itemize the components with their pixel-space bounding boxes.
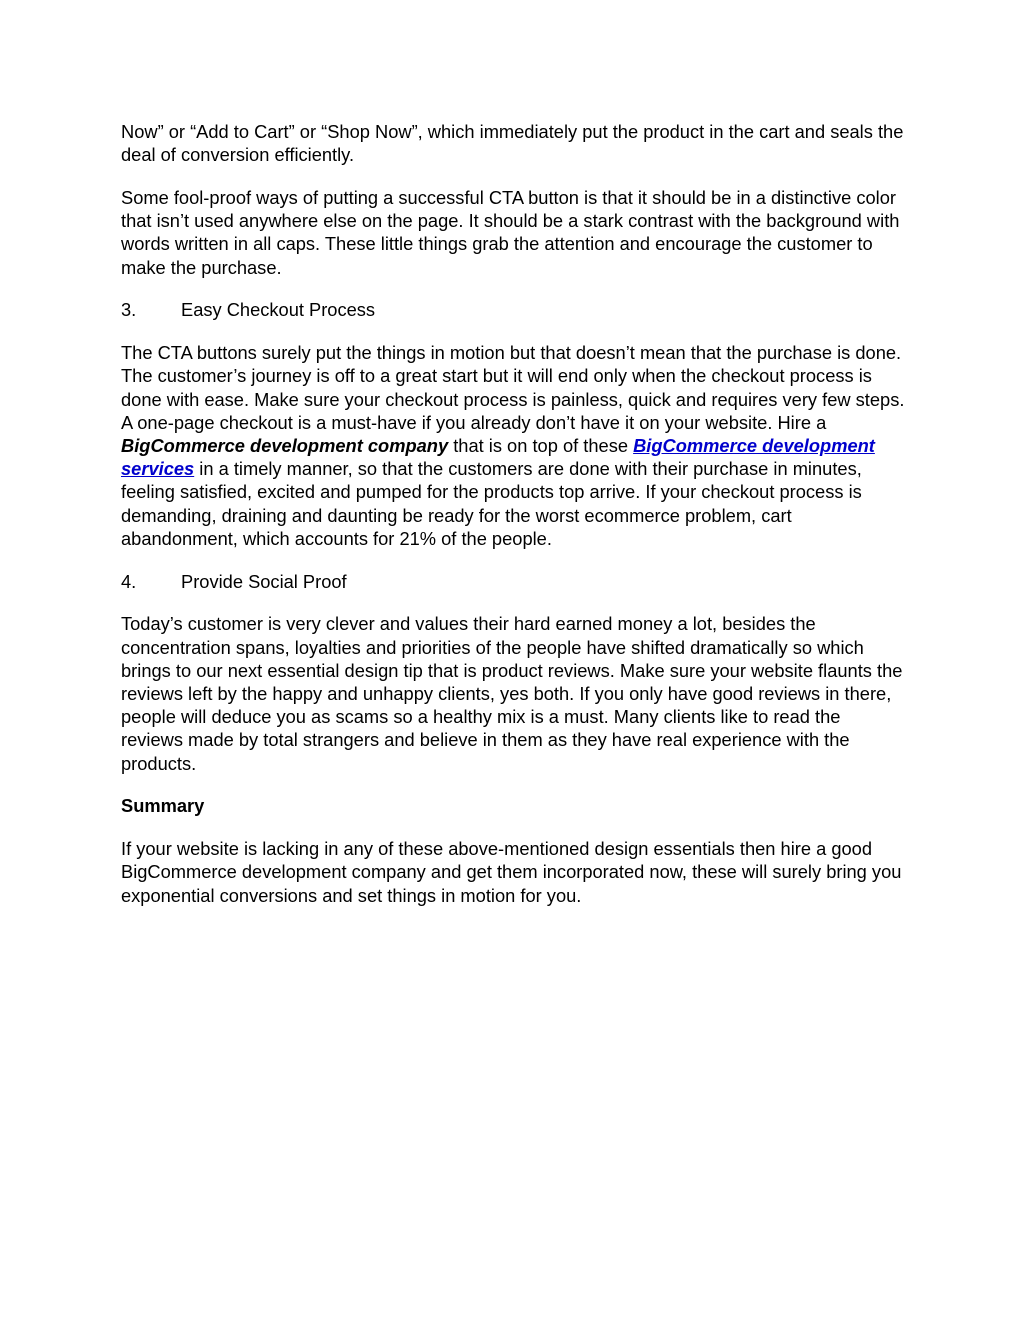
bigcommerce-services-link[interactable]: BigCommerce development services bbox=[121, 435, 875, 480]
paragraph-cta-intro: Now” or “Add to Cart” or “Shop Now”, which immediately put the product in the cart and seals the deal of conversion efficiently. bbox=[121, 121, 904, 166]
paragraph-social-proof: Today’s customer is very clever and values their hard earned money a lot, besides the concentration spans, loyalties and priorities of the people have shifted dramatically so which brings to our next essential design tip that is product reviews. Make sure your website flaunts the reviews left by the happy and unhappy clients, yes both. If you only have good reviews in there, people will deduce you as scams so a healthy mix is a must. Many clients like to read the reviews made by total strangers and believe in them as they have real experience with the products. bbox=[121, 613, 903, 774]
paragraph-checkout bbox=[121, 341, 907, 550]
list-item-title: Easy Checkout Process bbox=[181, 299, 376, 321]
list-item-social-proof bbox=[121, 570, 907, 593]
list-number: 3. bbox=[121, 299, 137, 321]
list-item-title: Provide Social Proof bbox=[181, 570, 347, 592]
bold-italic-term: BigCommerce development company bbox=[121, 435, 449, 457]
paragraph-text: The CTA buttons surely put the things in motion but that doesn’t mean that the purchase is done. The customer’s journey is off to a great start but it will end only when the checkout process is done with ease. Make sure your checkout process is painless, quick and requires very few steps. A one-page checkout is a must-have if you already don’t have it on your website. Hire a bbox=[121, 342, 905, 433]
summary-heading: Summary bbox=[121, 795, 205, 817]
paragraph-text: in a timely manner, so that the customers are done with their purchase in minutes, feeling satisfied, excited and pumped for the products top arrive. If your checkout process is demanding, draining and daunting be ready for the worst ecommerce problem, cart abandonment, which accounts for 21% of the people. bbox=[121, 458, 862, 549]
list-item-easy-checkout bbox=[121, 298, 907, 321]
paragraph-summary: If your website is lacking in any of these above-mentioned design essentials then hire a good BigCommerce development company and get them incorporated now, these will surely bring you exponential conversions and set things in motion for you. bbox=[121, 838, 902, 906]
paragraph-cta-tips: Some fool-proof ways of putting a successful CTA button is that it should be in a distinctive color that isn’t used anywhere else on the page. It should be a stark contrast with the background with words written in all caps. These little things grab the attention and encourage the customer to make the purchase. bbox=[121, 187, 900, 278]
paragraph-text: that is on top of these bbox=[448, 435, 634, 457]
document-page bbox=[121, 120, 907, 926]
list-number: 4. bbox=[121, 570, 137, 592]
